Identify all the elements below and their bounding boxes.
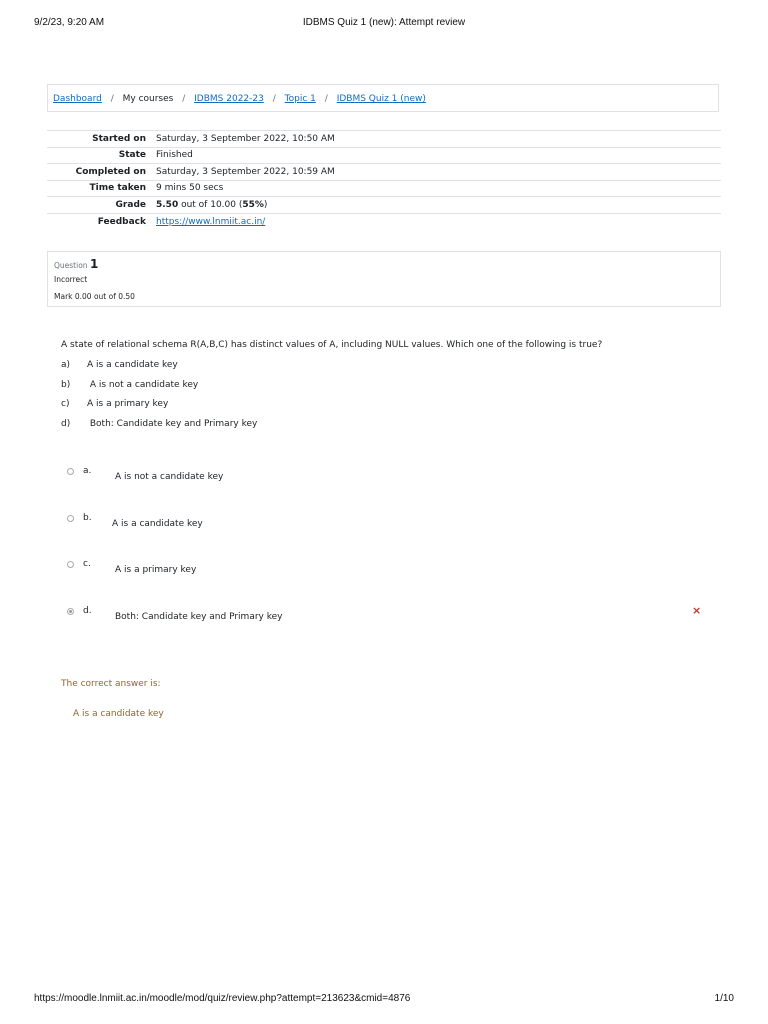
answer-letter: b. — [83, 513, 92, 523]
question-number — [54, 257, 98, 271]
print-header — [34, 17, 734, 31]
question-text: A state of relational schema R(A,B,C) has distinct values of A, including NULL values. Which one of the following is true? — [61, 340, 603, 350]
question-info-box — [47, 251, 721, 307]
summary-label: State — [47, 147, 156, 164]
breadcrumb-course[interactable]: IDBMS 2022-23 — [194, 94, 264, 104]
option-letter: d) — [61, 419, 71, 429]
question-option-line — [61, 380, 198, 390]
question-option-line — [61, 399, 168, 409]
answer-text: Both: Candidate key and Primary key — [115, 612, 283, 622]
radio-button[interactable] — [67, 561, 74, 568]
question-state: Incorrect — [54, 275, 88, 284]
answer-letter: d. — [83, 606, 92, 616]
option-text: A is a primary key — [87, 399, 169, 409]
breadcrumb-quiz[interactable]: IDBMS Quiz 1 (new) — [336, 94, 426, 104]
print-title: IDBMS Quiz 1 (new): Attempt review — [302, 17, 466, 28]
grade-out-of: out of 10.00 ( — [178, 199, 243, 210]
grade-percent: 55% — [242, 199, 264, 210]
breadcrumb-separator: / — [110, 94, 114, 104]
radio-button-selected[interactable] — [67, 608, 74, 615]
summary-label: Time taken — [47, 180, 156, 197]
answer-letter: a. — [83, 466, 92, 476]
answer-option-b[interactable] — [67, 515, 707, 545]
radio-button[interactable] — [67, 468, 74, 475]
option-text: Both: Candidate key and Primary key — [87, 419, 258, 429]
option-text: A is not a candidate key — [87, 380, 199, 390]
summary-value: Saturday, 3 September 2022, 10:59 AM — [156, 164, 721, 181]
option-letter: a) — [61, 360, 71, 370]
summary-value: Saturday, 3 September 2022, 10:50 AM — [156, 131, 721, 148]
answer-option-c[interactable] — [67, 561, 707, 591]
option-letter: b) — [61, 380, 71, 390]
question-mark: Mark 0.00 out of 0.50 — [54, 292, 135, 301]
incorrect-x-icon: × — [692, 604, 702, 617]
summary-label: Completed on — [47, 164, 156, 181]
summary-value: Finished — [156, 147, 721, 164]
feedback-link[interactable]: https://www.lnmiit.ac.in/ — [156, 216, 266, 227]
summary-label: Grade — [47, 197, 156, 214]
grade-close: ) — [263, 199, 268, 210]
breadcrumb-separator: / — [324, 94, 328, 104]
feedback-value — [156, 213, 721, 230]
summary-row-time-taken — [47, 180, 721, 197]
breadcrumb-topic[interactable]: Topic 1 — [284, 94, 316, 104]
breadcrumb-separator: / — [182, 94, 186, 104]
print-datetime: 9/2/23, 9:20 AM — [34, 17, 105, 28]
correct-answer-text: A is a candidate key — [73, 709, 164, 719]
breadcrumb-separator: / — [272, 94, 276, 104]
summary-row-completed — [47, 164, 721, 181]
answer-option-d[interactable] — [67, 604, 707, 638]
question-option-line — [61, 360, 178, 370]
breadcrumb-my-courses: My courses — [122, 94, 174, 104]
attempt-summary-table — [47, 130, 721, 230]
option-letter: c) — [61, 399, 70, 409]
grade-score: 5.50 — [156, 199, 179, 210]
option-text: A is a candidate key — [87, 360, 178, 370]
print-url: https://moodle.lnmiit.ac.in/moodle/mod/quiz/review.php?attempt=213623&cmid=4876 — [34, 993, 411, 1004]
print-footer — [34, 993, 734, 1007]
correct-answer-title: The correct answer is: — [61, 679, 161, 689]
answer-option-a[interactable] — [67, 468, 707, 498]
summary-row-grade — [47, 197, 721, 214]
summary-label: Started on — [47, 131, 156, 148]
summary-label: Feedback — [47, 213, 156, 230]
answer-text: A is not a candidate key — [115, 472, 224, 482]
answer-letter: c. — [83, 559, 91, 569]
answer-text: A is a primary key — [115, 565, 197, 575]
answer-text: A is a candidate key — [112, 519, 203, 529]
grade-value — [156, 197, 721, 214]
breadcrumb-dashboard[interactable]: Dashboard — [53, 94, 102, 104]
summary-row-state — [47, 147, 721, 164]
print-page-number: 1/10 — [714, 993, 734, 1004]
summary-row-started — [47, 131, 721, 148]
question-number-value: 1 — [89, 257, 99, 271]
radio-button[interactable] — [67, 515, 74, 522]
summary-row-feedback — [47, 213, 721, 230]
breadcrumb — [47, 84, 719, 112]
question-label: Question — [54, 261, 88, 270]
question-option-line — [61, 419, 257, 429]
summary-value: 9 mins 50 secs — [156, 180, 721, 197]
